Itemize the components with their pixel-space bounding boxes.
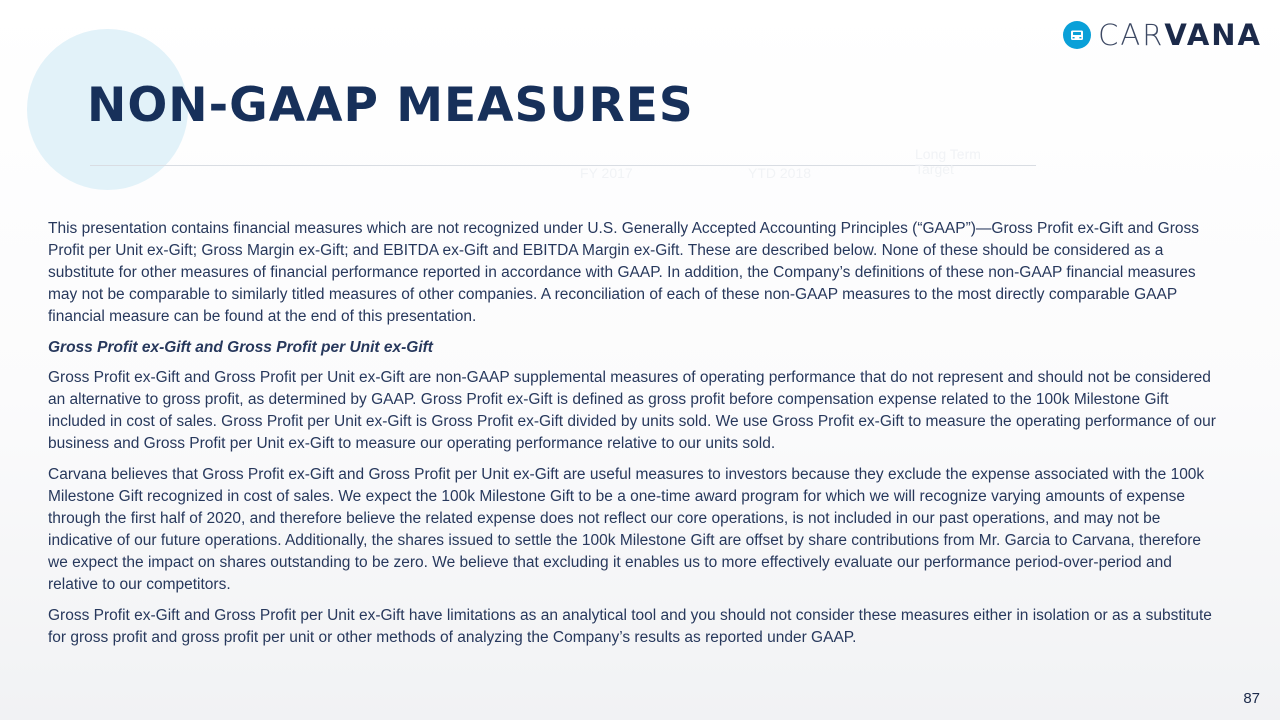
page-number: 87 bbox=[1243, 690, 1260, 707]
body-content bbox=[48, 218, 1218, 658]
definition-paragraph: Gross Profit ex-Gift and Gross Profit per Unit ex-Gift are non-GAAP supplemental measures of operating performance that do not represent and should not be considered an alternative to gross profit, as determined by GAAP. Gross Profit ex-Gift is defined as gross profit before compensation expense related to the 100k Milestone Gift included in cost of sales. Gross Profit per Unit ex-Gift is Gross Profit ex-Gift divided by units sold. We use Gross Profit ex-Gift to measure the operating performance of our business and Gross Profit per Unit ex-Gift to measure our operating performance relative to our units sold. bbox=[48, 369, 1216, 452]
logo-text-bold: VANA bbox=[1164, 18, 1262, 52]
section-heading: Gross Profit ex-Gift and Gross Profit per Unit ex-Gift bbox=[48, 339, 433, 356]
logo-text-light: CAR bbox=[1098, 18, 1165, 52]
limitations-paragraph: Gross Profit ex-Gift and Gross Profit per Unit ex-Gift have limitations as an analytical tool and you should not consider these measures either in isolation or as a substitute for gross profit and gross profit per unit or other methods of analyzing the Company’s results as reported under GAAP. bbox=[48, 607, 1212, 646]
page-title: NON-GAAP MEASURES bbox=[87, 78, 694, 133]
logo-wordmark bbox=[1098, 18, 1262, 52]
intro-paragraph: This presentation contains financial measures which are not recognized under U.S. Generally Accepted Accounting Principles (“GAAP”)—Gross Profit ex-Gift and Gross Profit per Unit ex-Gift; Gross Margin ex-Gift; and EBITDA ex-Gift and EBITDA Margin ex-Gift. These are described below. None of these should be considered as a substitute for other measures of financial performance reported in accordance with GAAP. In addition, the Company’s definitions of these non-GAAP financial measures may not be comparable to similarly titled measures of other companies. A reconciliation of each of these non-GAAP measures to the most directly comparable GAAP financial measure can be found at the end of this presentation. bbox=[48, 220, 1199, 325]
ghost-label-fy: FY 2017 bbox=[580, 165, 633, 181]
ghost-label-long-term: Long Term Target bbox=[915, 146, 981, 177]
divider bbox=[90, 165, 1036, 166]
ghost-label-ytd: YTD 2018 bbox=[748, 165, 812, 181]
rationale-paragraph: Carvana believes that Gross Profit ex-Gift and Gross Profit per Unit ex-Gift are useful measures to investors because they exclude the expense associated with the 100k Milestone Gift recognized in cost of sales. We expect the 100k Milestone Gift to be a one-time award program for which we will recognize varying amounts of expense through the first half of 2020, and therefore believe the related expense does not reflect our core operations, is not included in our past operations, and may not be indicative of our future operations. Additionally, the shares issued to settle the 100k Milestone Gift are offset by share contributions from Mr. Garcia to Carvana, therefore we expect the impact on shares outstanding to be zero. We believe that excluding it enables us to more effectively evaluate our performance period-over-period and relative to our competitors. bbox=[48, 466, 1205, 593]
carvana-logo bbox=[1063, 18, 1262, 52]
car-icon bbox=[1063, 21, 1091, 49]
